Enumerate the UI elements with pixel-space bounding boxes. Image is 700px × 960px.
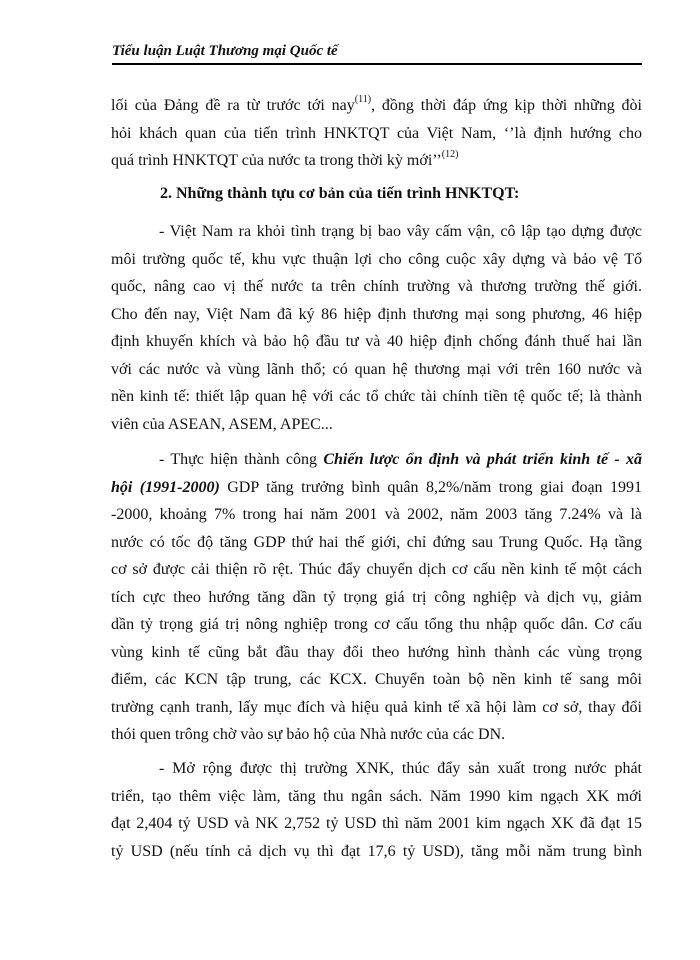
paragraph-line: định khuyến khích và bảo hộ đầu tư và 40 hiệp định chống đánh thuế hai lần <box>111 333 642 350</box>
intro-line: hỏi khách quan của tiến trình HNKTQT của Việt Nam, ‘’là định hướng cho <box>111 124 642 142</box>
paragraph-line: đạt 2,404 tỷ USD và NK 2,752 tỷ USD thì năm 2001 kim ngạch XK đã đạt 15 <box>111 815 642 832</box>
paragraph-line: - Việt Nam ra khỏi tình trạng bị bao vây cấm vận, cô lập tạo dựng được <box>159 223 642 240</box>
paragraph-line: triển, tạo thêm việc làm, tăng thu ngân sách. Năm 1990 kim ngạch XK mới <box>111 787 642 805</box>
paragraph-line: tích cực theo hướng tăng dần tỷ trọng giá trị công nghiệp và dịch vụ, giảm <box>111 588 642 606</box>
section-heading: 2. Những thành tựu cơ bản của tiến trình HNKTQT: <box>160 185 520 202</box>
paragraph-line: nền kinh tế: thiết lập quan hệ với các tổ chức tài chính tiền tệ quốc tế; là thành <box>111 388 642 405</box>
footnote-ref: (12) <box>441 148 459 160</box>
paragraph-2 <box>111 446 642 749</box>
paragraph-line: thói quen trông chờ vào sự bảo hộ của Nhà nước của các DN. <box>111 726 506 743</box>
paragraph-3 <box>111 755 642 865</box>
emphasis-text: hội (1991-2000) <box>111 478 220 496</box>
paragraph-line: môi trường quốc tế, khu vực thuận lợi cho công cuộc xây dựng và bảo vệ Tổ <box>111 250 642 268</box>
paragraph-line <box>111 474 642 502</box>
paragraph-line: vùng kinh tế cũng bắt đầu thay đổi theo hướng hình thành các vùng trọng <box>111 643 642 661</box>
intro-paragraph <box>111 92 642 175</box>
intro-line <box>111 92 642 120</box>
intro-line <box>111 147 642 175</box>
text-run: , đồng thời đáp ứng kịp thời những đòi <box>371 97 642 114</box>
page-header <box>112 40 642 65</box>
emphasis-text: Chiến lược ổn định và phát triển kinh tế - xã <box>323 451 643 468</box>
text-run: GDP tăng trưởng bình quân 8,2%/năm trong giai đoạn 1991 <box>219 478 643 496</box>
text-run: - Thực hiện thành công <box>159 451 324 468</box>
text-run: lối của Đảng đề ra từ trước tới nay <box>111 97 355 114</box>
paragraph-line: tỷ USD (nếu tính cả dịch vụ thì đạt 17,6 tỷ USD), tăng mỗi năm trung bình <box>111 842 642 860</box>
paragraph-line: trường cạnh tranh, lấy mục đích và hiệu quả kinh tế xã hội làm cơ sở, thay đổi <box>111 698 642 716</box>
header-title: Tiểu luận Luật Thương mại Quốc tế <box>112 43 338 59</box>
paragraph-line: viên của ASEAN, ASEM, APEC... <box>111 415 333 433</box>
paragraph-line: nước có tốc độ tăng GDP thứ hai thế giới, chỉ đứng sau Trung Quốc. Hạ tầng <box>111 533 642 551</box>
paragraph-line: cơ sở được cải thiện rõ rệt. Thúc đẩy chuyển dịch cơ cấu nền kinh tế một cách <box>111 561 642 578</box>
paragraph-line: - Mở rộng được thị trường XNK, thúc đẩy sản xuất trong nước phát <box>159 760 642 777</box>
footnote-ref: (11) <box>354 93 372 105</box>
paragraph-1 <box>111 218 642 438</box>
paragraph-line: điểm, các KCN tập trung, các KCX. Chuyển toàn bộ nền kinh tế sang môi <box>111 671 642 688</box>
paragraph-line <box>111 446 642 474</box>
paragraph-line: dần tỷ trọng giá trị nông nghiệp trong cơ cấu tổng thu nhập quốc dân. Cơ cấu <box>111 616 642 633</box>
paragraph-line: -2000, khoảng 7% trong hai năm 2001 và 2002, năm 2003 tăng 7.24% và là <box>111 506 642 523</box>
paragraph-line: với các nước và vùng lãnh thổ; có quan hệ thương mại với trên 160 nước và <box>111 360 642 378</box>
text-run: quá trình HNKTQT của nước ta trong thời kỳ mới’’ <box>111 152 442 169</box>
paragraph-line: quốc, nâng cao vị thế nước ta trên chính trường và thương trường thế giới. <box>111 278 642 295</box>
paragraph-line: Cho đến nay, Việt Nam đã ký 86 hiệp định thương mại song phương, 46 hiệp <box>111 305 642 323</box>
